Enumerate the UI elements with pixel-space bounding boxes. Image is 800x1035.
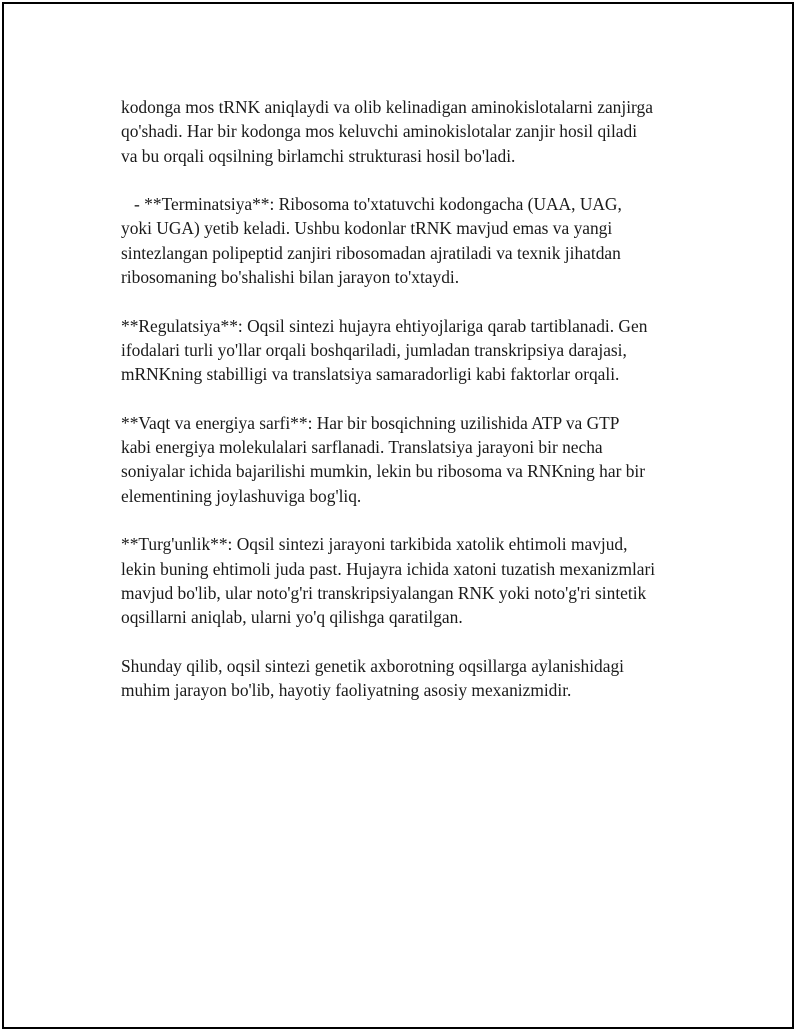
text-line: yoki UGA) yetib keladi. Ushbu kodonlar tRNK mavjud emas va yangi [121, 218, 613, 239]
text-line: - **Terminatsiya**: Ribosoma to'xtatuvchi kodongacha (UAA, UAG, [121, 194, 622, 215]
text-line: mavjud bo'lib, ular noto'g'ri transkripsiyalangan RNK yoki noto'g'ri sintetik [121, 582, 647, 603]
paragraph-vaqt-energiya [121, 411, 701, 508]
text-line: **Regulatsiya**: Oqsil sintezi hujayra ehtiyojlariga qarab tartiblanadi. Gen [121, 315, 648, 336]
text-line: va bu orqali oqsilning birlamchi strukturasi hosil bo'ladi. [121, 145, 516, 166]
text-line: **Turg'unlik**: Oqsil sintezi jarayoni tarkibida xatolik ehtimoli mavjud, [121, 534, 628, 555]
text-line: kabi energiya molekulalari sarflanadi. Translatsiya jarayoni bir necha [121, 437, 603, 458]
text-line: **Vaqt va energiya sarfi**: Har bir bosqichning uzilishida ATP va GTP [121, 412, 620, 433]
text-line: muhim jarayon bo'lib, hayotiy faoliyatning asosiy mexanizmidir. [121, 680, 572, 701]
text-line: mRNKning stabilligi va translatsiya samaradorligi kabi faktorlar orqali. [121, 364, 620, 385]
document-body [121, 95, 701, 727]
paragraph-terminatsiya [121, 192, 701, 289]
paragraph-translation-continued [121, 95, 701, 168]
paragraph-conclusion [121, 654, 701, 703]
text-line: Shunday qilib, oqsil sintezi genetik axborotning oqsillarga aylanishidagi [121, 655, 624, 676]
text-line: lekin buning ehtimoli juda past. Hujayra ichida xatoni tuzatish mexanizmlari [121, 558, 656, 579]
text-line: ribosomaning bo'shalishi bilan jarayon to'xtaydi. [121, 267, 460, 288]
page-frame [2, 2, 794, 1029]
text-line: soniyalar ichida bajarilishi mumkin, lekin bu ribosoma va RNKning har bir [121, 461, 646, 482]
text-line: elementining joylashuviga bog'liq. [121, 485, 362, 506]
text-line: ifodalari turli yo'llar orqali boshqariladi, jumladan transkripsiya darajasi, [121, 339, 627, 360]
text-line: oqsillarni aniqlab, ularni yo'q qilishga qaratilgan. [121, 607, 463, 628]
paragraph-turgunlik [121, 532, 701, 629]
text-line: qo'shadi. Har bir kodonga mos keluvchi aminokislotalar zanjir hosil qiladi [121, 121, 638, 142]
text-line: sintezlangan polipeptid zanjiri ribosomadan ajratiladi va texnik jihatdan [121, 242, 621, 263]
text-line: kodonga mos tRNK aniqlaydi va olib kelinadigan aminokislotalarni zanjirga [121, 97, 653, 117]
paragraph-regulatsiya [121, 314, 701, 387]
